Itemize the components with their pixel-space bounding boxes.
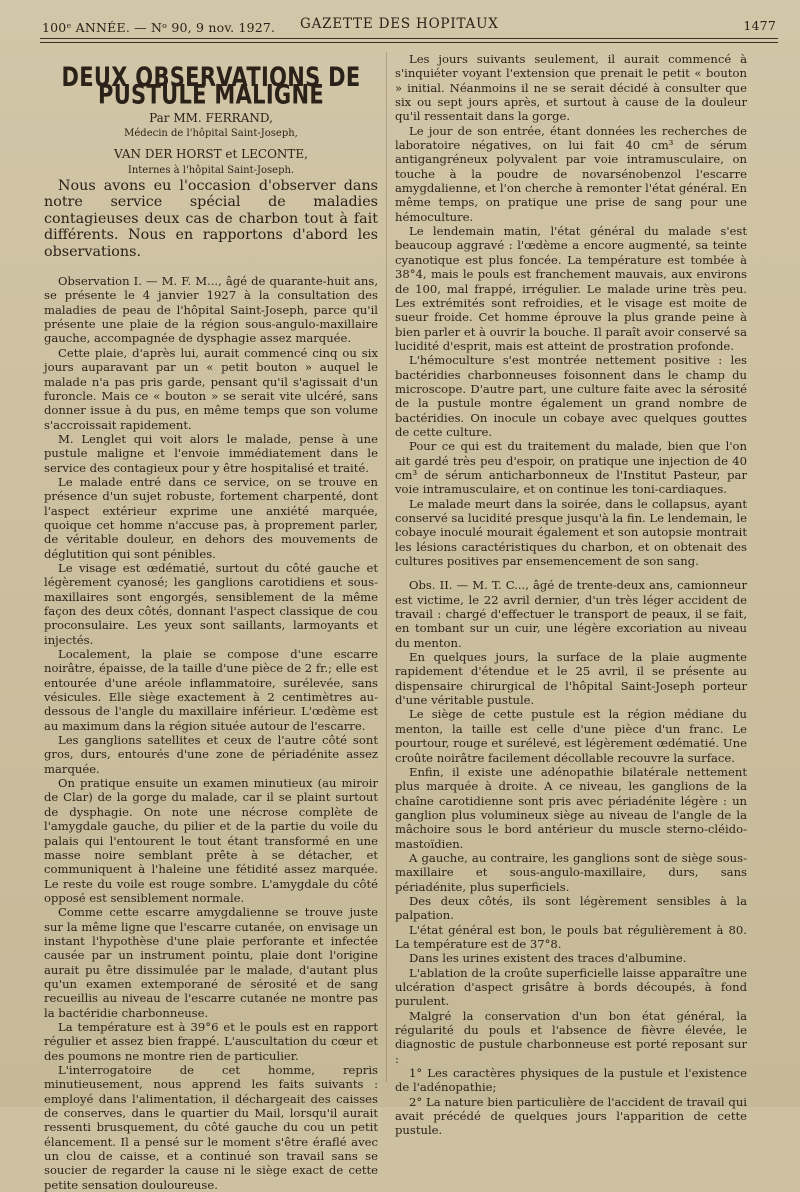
page-header <box>42 12 776 40</box>
left-column-body <box>44 274 378 1192</box>
left-column <box>44 52 378 1192</box>
paragraph: Cette plaie, d'après lui, aurait commencé cinq ou six jours auparavant par un « petit bouton » auquel le malade n'a pas pris garde, pensant qu'il s'agissait d'un furoncle. Mais ce « bouton » se serait vite ulcéré, sans donner issue à du pus, en même temps que son volume s'accroissait rapidement. <box>44 345 378 432</box>
paragraph: Le malade entré dans ce service, on se trouve en présence d'un sujet robuste, fortement charpenté, dont l'aspect extérieur exprime une anxiété marquée, quoique cet homme n'accuse pas, à proprement parler, de véritable douleur, en dehors des mouvements de déglutition qui sont pénibles. <box>44 474 378 561</box>
paragraph: L'interrogatoire de cet homme, repris minutieusement, nous apprend les faits suivants : employé dans l'alimentation, il déchargeait des caisses de conserves, dans le quartier du Mail, lorsqu'il aurait ressenti brusquement, du côté gauche du cou un petit élancement. Il a pensé sur le moment s'être éraflé avec un clou de caisse, et a continué son travail sans se soucier de regarder la cause ni le siège exact de cette petite sensation douloureuse. <box>44 1063 378 1192</box>
paragraph: Dans les urines existent des traces d'albumine. <box>409 951 687 966</box>
paragraph: Enfin, il existe une adénopathie bilatérale nettement plus marquée à droite. A ce niveau, les ganglions de la chaîne carotidienne sont pris avec périadénite légère : un ganglion plus volumineux siège au niveau de l'angle de la mâchoire sous le bord antérieur du muscle sterno-cléido-mastoïdien. <box>395 764 747 851</box>
paragraph: L'ablation de la croûte superficielle laisse apparaître une ulcération d'aspect grisâtre à bords découpés, à fond purulent. <box>395 965 747 1009</box>
paragraph: 2° La nature bien particulière de l'accident de travail qui avait précédé de quelques jours l'apparition de cette pustule. <box>395 1094 747 1138</box>
right-column <box>395 52 747 1138</box>
paragraph: Malgré la conservation d'un bon état général, la régularité du pouls et l'absence de fièvre élevée, le diagnostic de pustule charbonneuse est porté reposant sur : <box>395 1008 747 1066</box>
paragraph: Le siège de cette pustule est la région médiane du menton, la taille est celle d'une pièce d'un franc. Le pourtour, rouge et surélevé, est légèrement œdématié. Une croûte noirâtre facilement décollable recouvre la surface. <box>395 707 747 765</box>
paragraph: L'hémoculture s'est montrée nettement positive : les bactéridies charbonneuses foisonnent dans le champ du microscope. D'autre part, une culture faite avec la sérosité de la pustule montre également un grand nombre de bactéridies. On inocule un cobaye avec quelques gouttes de cette culture. <box>395 353 747 439</box>
paragraph: Des deux côtés, ils sont légèrement sensibles à la palpation. <box>395 893 747 923</box>
paragraph: Localement, la plaie se compose d'une escarre noirâtre, épaisse, de la taille d'une pièce de 2 fr.; elle est entourée d'une aréole inflammatoire, surélevée, sans vésicules. Elle siège exactement à 2 centimètres au-dessous de l'angle du maxillaire inférieur. L'œdème est au maximum dans la région située autour de l'escarre. <box>44 647 378 733</box>
paragraph: Observation I. — M. F. M..., âgé de quarante-huit ans, se présente le 4 janvier 1927 à la consultation des maladies de peau de l'hôpital Saint-Joseph, parce qu'il présente une plaie de la région sous-angulo-maxillaire gauche, accompagnée de dysphagie assez marquée. <box>44 274 378 346</box>
byline: Par MM. FERRAND, <box>149 110 273 125</box>
journal-title: GAZETTE DES HOPITAUX <box>300 16 499 32</box>
paragraph: Le malade meurt dans la soirée, dans le collapsus, ayant conservé sa lucidité presque jusqu'à la fin. Le lendemain, le cobaye inoculé mourait également et son autopsie montrait les lésions caractéristiques du charbon, et on obtenait des cultures positives par ensemencement de son sang. <box>395 496 748 569</box>
article-title: DEUX OBSERVATIONS DE PUSTULE MALIGNE <box>61 62 361 111</box>
co-authors: VAN DER HORST et LECONTE, <box>113 147 308 162</box>
paragraph: 1° Les caractères physiques de la pustule et l'existence de l'adénopathie; <box>395 1066 747 1095</box>
author-affiliation: Médecin de l'hôpital Saint-Joseph, <box>124 128 298 140</box>
intro-paragraph: Nous avons eu l'occasion d'observer dans notre service spécial de maladies contagieuses deux cas de charbon tout à fait différents. Nous en rapportons d'abord les observations. <box>44 178 378 260</box>
paragraph: On pratique ensuite un examen minutieux (au miroir de Clar) de la gorge du malade, car il se plaint surtout de dysphagie. On note une nécrose complète de l'amygdale gauche, du pilier et de la partie du voile du palais qui l'entourent le tout étant transformé en une masse noire semblant prête à se détacher, et communiquent à l'haleine une fétidité assez marquée. Le reste du voile est rouge sombre. L'amygdale du côté opposé est sensiblement normale. <box>44 776 378 905</box>
header-rule-thin <box>40 42 778 43</box>
paragraph: L'état général est bon, le pouls bat régulièrement à 80. La température est de 37°8. <box>395 922 747 951</box>
paragraph: Le visage est œdématié, surtout du côté gauche et légèrement cyanosé; les ganglions carotidiens et sous-maxillaires sont engorgés, sensiblement de la même façon des deux côtés, donnant l'aspect classique de cou proconsulaire. Les yeux sont saillants, larmoyants et injectés. <box>44 560 378 647</box>
paragraph: M. Lenglet qui voit alors le malade, pense à une pustule maligne et l'envoie immédiatement dans le service des contagieux pour y être hospitalisé et traité. <box>44 431 378 475</box>
paragraph: Les jours suivants seulement, il aurait commencé à s'inquiéter voyant l'extension que prenait le petit « bouton » initial. Néanmoins il ne se serait décidé à consulter que six ou sept jours après, et surtout à cause de la douleur qu'il ressentait dans la gorge. <box>395 52 747 124</box>
header-rule <box>40 38 778 39</box>
issue-info: 100ᵉ ANNÉE. — Nᵒ 90, 9 nov. 1927. <box>42 20 276 35</box>
paragraph: Comme cette escarre amygdalienne se trouve juste sur la même ligne que l'escarre cutanée, on envisage un instant l'hypothèse d'une plaie perforante et infectée causée par un instrument pointu, plaie dont l'origine aurait pu être dissimulée par le malade, d'autant plus qu'un examen extemporané de sérosité et de sang recueillis au niveau de l'escarre cutanée ne montre pas la bactéridie charbonneuse. <box>44 905 378 1020</box>
paragraph: Pour ce qui est du traitement du malade, bien que l'on ait gardé très peu d'espoir, on pratique une injection de 40 cm³ de sérum anticharbonneux de l'Institut Pasteur, par voie intramusculaire, et on continue les toni-cardiaques. <box>395 439 747 497</box>
co-author-affiliation: Internes à l'hôpital Saint-Joseph. <box>127 164 295 176</box>
paragraph: En quelques jours, la surface de la plaie augmente rapidement d'étendue et le 25 avril, il se présente au dispensaire chirurgical de l'hôpital Saint-Joseph porteur d'une véritable pustule. <box>395 650 747 708</box>
paragraph: Le jour de son entrée, étant données les recherches de laboratoire négatives, on lui fait 40 cm³ de sérum antigangréneux polyvalent par voie intramusculaire, on touche à la poudre de novarsénobenzol l'escarre amygdalienne, et l'on cherche à remonter l'état général. En même temps, on pratique une prise de sang pour une hémoculture. <box>395 123 747 224</box>
paragraph: Les ganglions satellites et ceux de l'autre côté sont gros, durs, entourés d'une zone de périadénite assez marquée. <box>44 733 378 776</box>
column-divider <box>386 52 387 1082</box>
paragraph: Obs. II. — M. T. C..., âgé de trente-deux ans, camionneur est victime, le 22 avril dernier, d'un très léger accident de travail : chargé d'effectuer le transport de peaux, il se fait, en tombant sur un cuir, une légère excoriation au niveau du menton. <box>395 578 747 650</box>
right-column-body <box>395 52 747 1138</box>
paragraph: A gauche, au contraire, les ganglions sont de siège sous-maxillaire et sous-angulo-maxillaire, durs, sans périadénite, plus superficiels. <box>395 850 747 894</box>
page-number: 1477 <box>743 18 776 33</box>
paragraph: Le lendemain matin, l'état général du malade s'est beaucoup aggravé : l'œdème a encore augmenté, sa teinte cyanotique est plus foncée. La température est tombée à 38°4, mais le pouls est franchement mauvais, aux environs de 100, mal frappé, irrégulier. Le malade urine très peu. Les extrémités sont refroidies, et le visage est moite de sueur froide. Cet homme éprouve la plus grande peine à bien parler et à ouvrir la bouche. Il paraît avoir conservé sa lucidité d'esprit, mais est atteint de prostration profonde. <box>395 224 747 353</box>
paragraph: La température est à 39°6 et le pouls est en rapport régulier et assez bien frappé. L'auscultation du cœur et des poumons ne montre rien de particulier. <box>44 1019 378 1063</box>
